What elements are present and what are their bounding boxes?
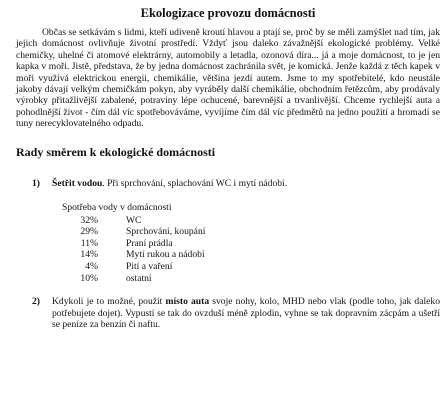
tip-2-before: Kdykoli je to možné, použít (52, 296, 166, 308)
water-usage-row (62, 215, 440, 227)
tip-1-number: 1) (32, 177, 40, 189)
tip-2-number: 2) (32, 296, 40, 308)
water-usage-pct: 11% (80, 237, 98, 249)
water-usage-pct: 10% (80, 272, 98, 284)
water-usage-row (62, 226, 440, 238)
tip-1 (16, 178, 440, 189)
tip-1-bold: Šetřit vodou (52, 177, 103, 189)
water-usage-label: Praní prádla (126, 237, 173, 249)
water-usage-pct: 29% (80, 226, 98, 238)
water-usage-label: ostatní (126, 272, 152, 284)
water-usage-row (62, 261, 440, 273)
tip-2 (16, 296, 440, 330)
intro-paragraph: Občas se setkávám s lidmi, kteří udiveně kroutí hlavou a ptají se, proč by se měli zamýšlet nad tím, jak jejich domácnost ovlivňuje životní prostředí. Vždyť jsou daleko závažnější ekologické problémy. Velké chemičky, uhelné či atomové elektrárny, automobily a letadla, ozonová díra... já a moje domácnost, to je jen kapka v moři. Jistě, představa, že by jedna domácnost zachránila svět, je komická. Jenže každá z těch kapek v moři využívá elektrickou energii, chemikálie, většina jezdí autem. Jsme to my spotřebitelé, kdo neustále jakoby dávají velkým chemičkám pokyn, aby vyráběly další chemikálie, obchodním řetězcům, aby prodávaly výrobky přitažlivější zabalené, potraviny lépe ochucené, barevnější a trvanlivější. Chceme rychlejší auta a pohodlnější život - čím dál víc spotřebováváme, vyvíjíme čím dál víc předmětů na jedno použití a hromadí se tuny nerecyklovatelného odpadu. (16, 27, 440, 130)
water-usage-pct: 32% (80, 214, 98, 226)
section-heading: Rady směrem k ekologické domácnosti (16, 144, 216, 159)
water-usage-label: Sprchování, koupání (126, 226, 206, 238)
tip-2-after: svoje nohy, kolo, MHD nebo vlak (podle toho, jak daleko potřebujete dojet). Vypustí se tak do ovzduší méně zplodin, vyhne se tak dopravním zácpám a ušetří se peníze za benzín či naftu. (52, 296, 441, 331)
tip-1-rest: . Při sprchování, splachování WC i mytí nádobí. (102, 177, 288, 189)
water-usage-label: Pití a vaření (126, 261, 173, 273)
water-usage-pct: 14% (80, 249, 98, 261)
water-usage-caption: Spotřeba vody v domácnosti (62, 202, 172, 214)
water-usage-pct: 4% (85, 261, 98, 273)
water-usage-label: WC (126, 214, 142, 226)
water-usage-row (62, 249, 440, 261)
page-title: Ekologizace provozu domácnosti (140, 6, 316, 20)
tip-2-text (52, 296, 440, 330)
water-usage-list (62, 202, 440, 284)
water-usage-label: Mytí rukou a nádobí (126, 249, 205, 261)
water-usage-row (62, 273, 440, 285)
water-usage-row (62, 238, 440, 250)
tip-2-bold: místo auta (165, 296, 210, 308)
tip-1-text (52, 178, 440, 189)
